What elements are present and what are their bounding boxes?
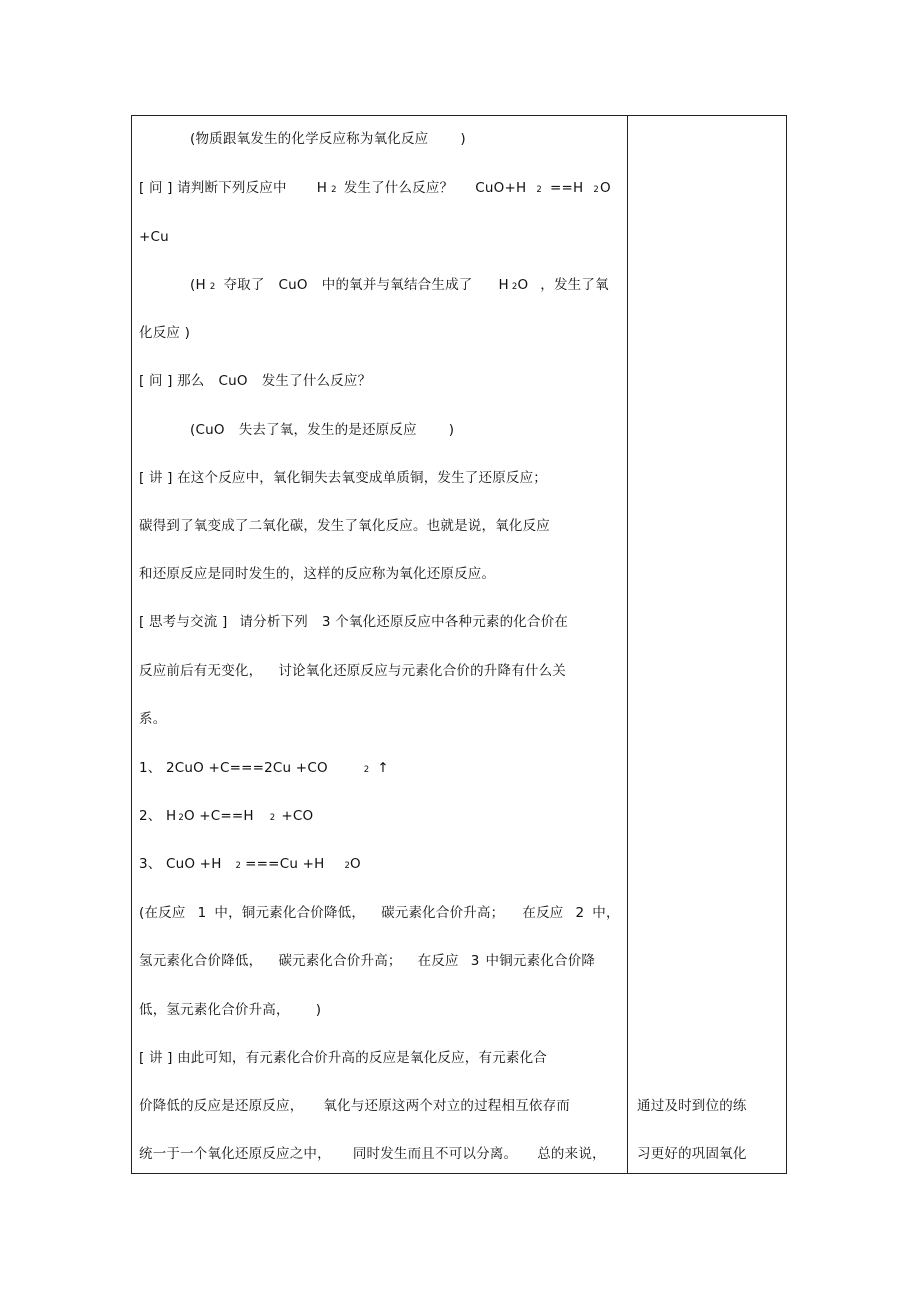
equation-3: 3、 CuO +H 2 ===Cu +H 2O <box>139 856 361 872</box>
analysis-line-2: 氢元素化合价降低， 碳元素化合价升高； 在反应 3 中铜元素化合价降 <box>139 953 596 969</box>
equation-2: 2、 H 2O +C==H 2 +CO <box>139 808 314 824</box>
equation-1: 1、 2CuO +C===2Cu +CO 2 ↑ <box>139 760 389 776</box>
question-line-cuo-reaction: [ 问 ] 那么 CuO 发生了什么反应？ <box>139 373 372 389</box>
column-divider <box>627 115 628 1174</box>
analysis-line-1: (在反应 1 中，铜元素化合价降低， 碳元素化合价升高； 在反应 2 中， <box>139 905 620 921</box>
answer-line-cuo-reduced: (CuO 失去了氧，发生的是还原反应 ) <box>190 422 455 438</box>
answer-line-end: 化反应 ) <box>139 325 191 341</box>
conclusion-line-2: 价降低的反应是还原反应， 氧化与还原这两个对立的过程相互依存而 <box>139 1098 571 1114</box>
answer-line-h2-oxidized: (H 2 夺取了 CuO 中的氧并与氧结合生成了 H 2O ，发生了氧 <box>190 277 609 293</box>
lecture-line-3: 和还原反应是同时发生的，这样的反应称为氧化还原反应。 <box>139 566 496 582</box>
lecture-line-2: 碳得到了氧变成了二氧化碳，发生了氧化反应。也就是说，氧化反应 <box>139 518 550 534</box>
discussion-line-1: [ 思考与交流 ] 请分析下列 3 个氧化还原反应中各种元素的化合价在 <box>139 614 569 630</box>
answer-line-oxidation-definition: (物质跟氧发生的化学反应称为氧化反应 ) <box>190 131 466 147</box>
equation-continuation: +Cu <box>139 229 169 245</box>
lecture-line-1: [ 讲 ] 在这个反应中，氧化铜失去氧变成单质铜，发生了还原反应； <box>139 470 548 486</box>
question-line-h2-reaction: [ 问 ] 请判断下列反应中 H 2 发生了什么反应？ CuO+H 2 ==H 2O <box>139 180 611 196</box>
discussion-line-2: 反应前后有无变化， 讨论氧化还原反应与元素化合价的升降有什么关 <box>139 663 567 679</box>
conclusion-line-3: 统一于一个氧化还原反应之中， 同时发生而且不可以分离。 总的来说， <box>139 1146 606 1162</box>
discussion-line-3: 系。 <box>139 711 167 727</box>
conclusion-line-1: [ 讲 ] 由此可知，有元素化合价升高的反应是氧化反应，有元素化合 <box>139 1050 548 1066</box>
analysis-line-3: 低，氢元素化合价升高， ) <box>139 1002 322 1018</box>
side-note-line-2: 习更好的巩固氧化 <box>637 1146 747 1162</box>
side-note-line-1: 通过及时到位的练 <box>637 1098 747 1114</box>
